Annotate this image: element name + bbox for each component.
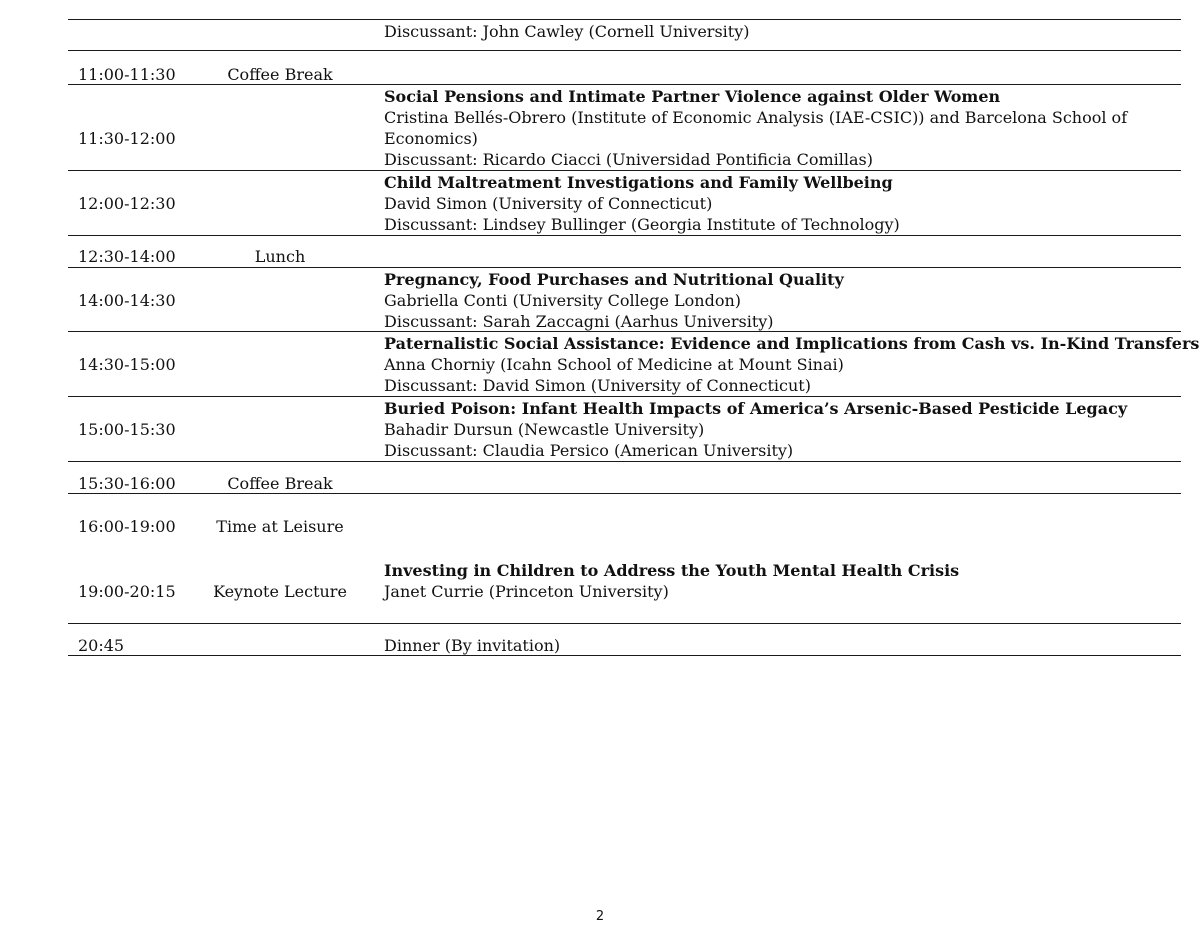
session-title: Buried Poison: Infant Health Impacts of America’s Arsenic-Based Pesticide Legacy (384, 399, 1128, 418)
session-author: Janet Currie (Princeton University) (384, 582, 669, 601)
session-title: Investing in Children to Address the Youth Mental Health Crisis (384, 561, 960, 580)
session-time: 11:00-11:30 (78, 65, 176, 84)
session-time: 15:00-15:30 (78, 420, 176, 439)
session-label: Coffee Break (227, 65, 333, 84)
session-author: Anna Chorniy (Icahn School of Medicine at Mount Sinai) (384, 355, 844, 374)
session-label: Lunch (254, 247, 306, 266)
page-number: 2 (595, 909, 605, 924)
session-time: 15:30-16:00 (78, 474, 176, 493)
session-author: Economics) (384, 129, 478, 148)
table-rule (68, 623, 1181, 624)
session-author: Gabriella Conti (University College London) (384, 291, 742, 310)
session-time: 14:30-15:00 (78, 355, 176, 374)
table-rule (68, 396, 1181, 397)
session-time: 16:00-19:00 (78, 517, 176, 536)
session-label: Coffee Break (227, 474, 333, 493)
session-discussant: Discussant: Lindsey Bullinger (Georgia Institute of Technology) (384, 215, 900, 234)
table-rule (68, 50, 1181, 51)
session-time: 20:45 (78, 636, 125, 655)
session-time: 14:00-14:30 (78, 291, 176, 310)
session-discussant: Discussant: John Cawley (Cornell University) (384, 22, 750, 41)
session-title: Child Maltreatment Investigations and Family Wellbeing (384, 173, 893, 192)
session-discussant: Discussant: Sarah Zaccagni (Aarhus University) (384, 312, 774, 331)
session-author: David Simon (University of Connecticut) (384, 194, 713, 213)
session-time: 19:00-20:15 (78, 582, 176, 601)
table-rule (68, 170, 1181, 171)
session-author: Cristina Bellés-Obrero (Institute of Economic Analysis (IAE-CSIC)) and Barcelona School of (384, 108, 1128, 127)
table-rule (68, 461, 1181, 462)
session-author: Bahadir Dursun (Newcastle University) (384, 420, 705, 439)
session-time: 12:00-12:30 (78, 194, 176, 213)
table-rule (68, 655, 1181, 656)
table-rule (68, 235, 1181, 236)
session-title: Paternalistic Social Assistance: Evidence and Implications from Cash vs. In-Kind Transfers (384, 334, 1200, 353)
session-discussant: Discussant: David Simon (University of Connecticut) (384, 376, 811, 395)
session-label: Time at Leisure (216, 517, 344, 536)
session-title: Social Pensions and Intimate Partner Violence against Older Women (384, 87, 1001, 106)
session-content: Dinner (By invitation) (384, 636, 561, 655)
table-rule (68, 267, 1181, 268)
session-discussant: Discussant: Claudia Persico (American University) (384, 441, 794, 460)
session-time: 12:30-14:00 (78, 247, 176, 266)
session-label: Keynote Lecture (213, 582, 347, 601)
table-rule (68, 19, 1181, 20)
session-discussant: Discussant: Ricardo Ciacci (Universidad Pontificia Comillas) (384, 150, 873, 169)
session-title: Pregnancy, Food Purchases and Nutritional Quality (384, 270, 844, 289)
session-time: 11:30-12:00 (78, 129, 176, 148)
